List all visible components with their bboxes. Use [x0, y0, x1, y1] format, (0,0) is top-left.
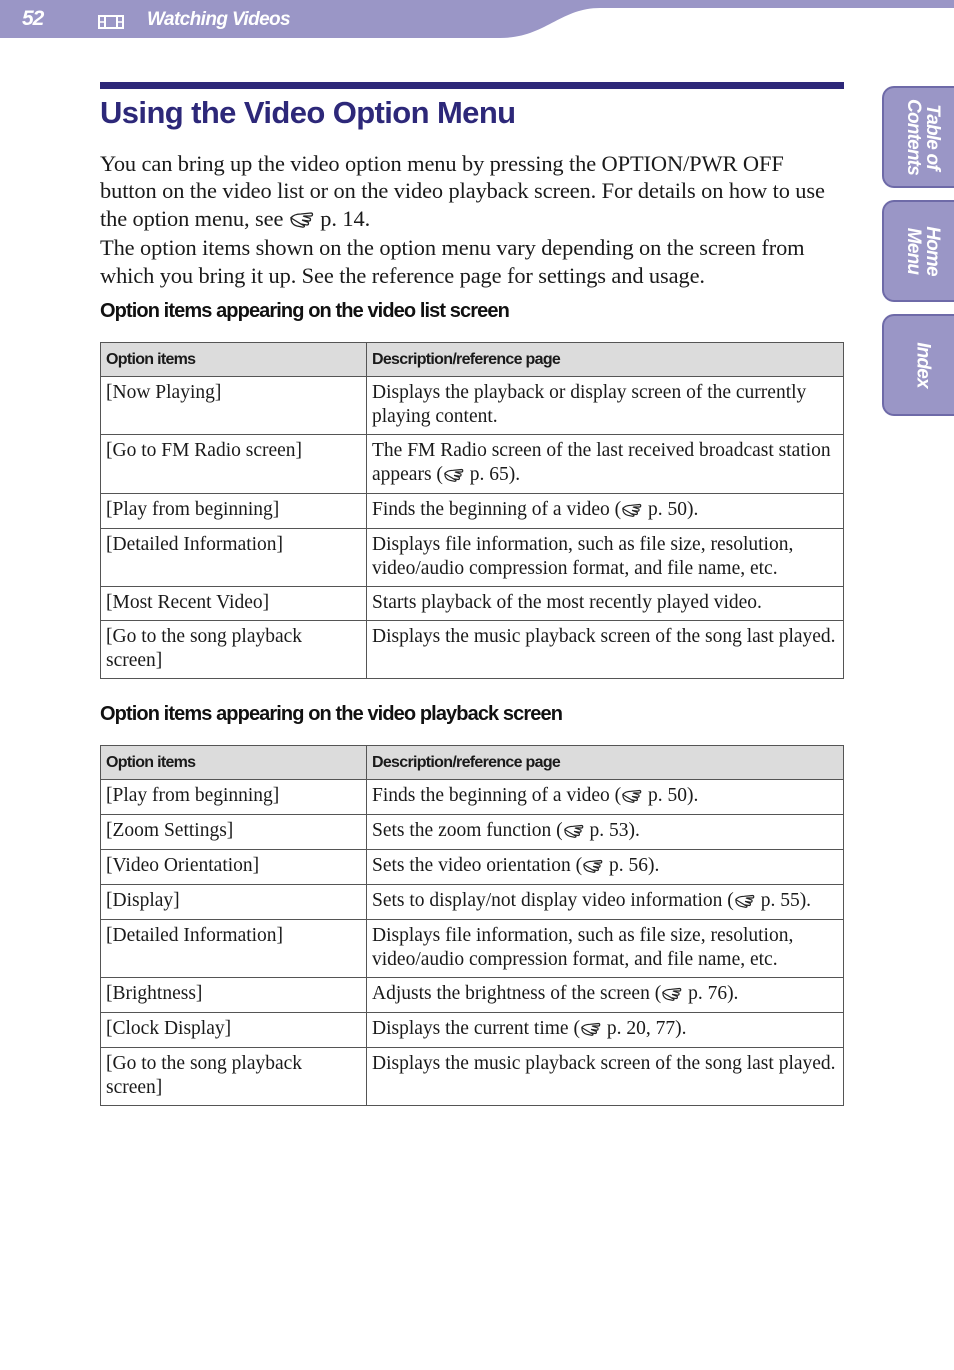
table-row [101, 885, 844, 920]
table-row [101, 494, 844, 529]
intro-text [100, 150, 844, 289]
tab-table-of-contents[interactable] [882, 86, 954, 188]
option-description: Sets to display/not display video information ( p. 55). [367, 885, 844, 920]
page-title: Using the Video Option Menu [100, 95, 516, 130]
list-screen-table [100, 342, 844, 679]
table-row [101, 587, 844, 621]
table-row [101, 377, 844, 435]
option-description: The FM Radio screen of the last received broadcast station appears ( p. 65). [367, 435, 844, 494]
table-row [101, 621, 844, 679]
reference-hand-icon [580, 1019, 602, 1043]
option-item: [Zoom Settings] [101, 815, 367, 850]
intro-paragraph-2: The option items shown on the option menu vary depending on the screen from which you bring it up. See the reference page for settings and usage. [100, 235, 805, 288]
option-item: [Go to FM Radio screen] [101, 435, 367, 494]
option-item: [Video Orientation] [101, 850, 367, 885]
table-row [101, 850, 844, 885]
reference-hand-icon [563, 821, 585, 845]
option-description: Displays the current time ( p. 20, 77). [367, 1013, 844, 1048]
option-item: [Go to the song playback screen] [101, 1048, 367, 1106]
reference-hand-icon [621, 500, 643, 524]
page-number: 52 [22, 7, 44, 30]
intro-text-after: p. 14. [314, 205, 371, 231]
option-item: [Brightness] [101, 978, 367, 1013]
option-item: [Detailed Information] [101, 529, 367, 587]
option-description: Adjusts the brightness of the screen ( p. 76). [367, 978, 844, 1013]
table-row [101, 920, 844, 978]
reference-hand-icon [661, 984, 683, 1008]
playback-screen-heading: Option items appearing on the video playback screen [100, 703, 563, 725]
tab-label: Index [912, 342, 934, 388]
column-header-description: Description/reference page [367, 343, 844, 377]
reference-hand-icon [289, 207, 315, 234]
option-item: [Go to the song playback screen] [101, 621, 367, 679]
column-header-option-items: Option items [101, 746, 367, 780]
table-row [101, 815, 844, 850]
option-description: Finds the beginning of a video ( p. 50). [367, 780, 844, 815]
list-screen-heading: Option items appearing on the video list screen [100, 300, 509, 322]
option-description: Starts playback of the most recently played video. [367, 587, 844, 621]
reference-hand-icon [582, 856, 604, 880]
column-header-description: Description/reference page [367, 746, 844, 780]
option-item: [Detailed Information] [101, 920, 367, 978]
tab-index[interactable] [882, 314, 954, 416]
option-description: Finds the beginning of a video ( p. 50). [367, 494, 844, 529]
header-bar [0, 0, 954, 40]
option-item: [Display] [101, 885, 367, 920]
option-description: Displays file information, such as file size, resolution, video/audio compression format, and file name, etc. [367, 920, 844, 978]
option-item: [Clock Display] [101, 1013, 367, 1048]
main-content [100, 82, 844, 1098]
option-item: [Most Recent Video] [101, 587, 367, 621]
option-description: Displays the music playback screen of the song last played. [367, 621, 844, 679]
tab-label: Home Menu [903, 226, 943, 276]
column-header-option-items: Option items [101, 343, 367, 377]
tab-label: Table of Contents [903, 99, 943, 175]
reference-hand-icon [621, 786, 643, 810]
option-description: Sets the zoom function ( p. 53). [367, 815, 844, 850]
option-description: Displays the playback or display screen of the currently playing content. [367, 377, 844, 435]
option-description: Sets the video orientation ( p. 56). [367, 850, 844, 885]
table-row [101, 978, 844, 1013]
title-rule [100, 82, 844, 89]
option-item: [Play from beginning] [101, 780, 367, 815]
intro-text-before: You can bring up the video option menu by pressing the OPTION/PWR OFF button on the video list or on the video playback screen. For details on how to use the option menu, see [100, 151, 825, 231]
table-row [101, 1048, 844, 1106]
reference-hand-icon [443, 465, 465, 489]
table-row [101, 1013, 844, 1048]
table-row [101, 780, 844, 815]
intro-paragraph-1 [100, 150, 844, 234]
playback-screen-table [100, 745, 844, 1106]
tab-home-menu[interactable] [882, 200, 954, 302]
option-description: Displays file information, such as file size, resolution, video/audio compression format, and file name, etc. [367, 529, 844, 587]
section-title: Watching Videos [147, 9, 291, 30]
option-description: Displays the music playback screen of the song last played. [367, 1048, 844, 1106]
table-row [101, 529, 844, 587]
reference-hand-icon [734, 891, 756, 915]
page-header [0, 0, 954, 40]
option-item: [Play from beginning] [101, 494, 367, 529]
table-row [101, 435, 844, 494]
option-item: [Now Playing] [101, 377, 367, 435]
